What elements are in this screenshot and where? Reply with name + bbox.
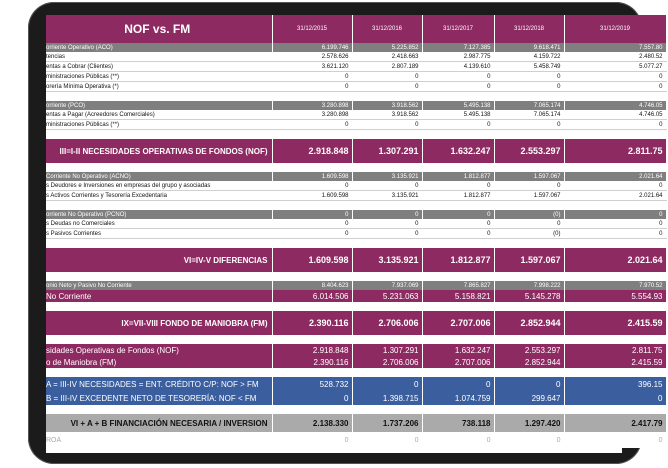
cell: 1.812.877: [422, 191, 494, 201]
spacer-row: [46, 368, 666, 377]
cell: 7.557.80: [564, 43, 666, 52]
nof-row: [46, 139, 666, 163]
cell: 0: [494, 120, 564, 130]
cell: 3.135.921: [352, 172, 422, 181]
cell: 3.918.562: [352, 101, 422, 110]
cell: 1.297.420: [494, 414, 564, 432]
cell: 0: [422, 181, 494, 191]
cell: 7.065.174: [494, 101, 564, 110]
table-row: [46, 120, 666, 130]
spacer-row: [46, 302, 666, 311]
row-label: orería Mínima Operativa (*): [46, 82, 272, 92]
cell: 2.415.59: [564, 356, 666, 368]
row-label: IX=VII-VIII FONDO DE MANIOBRA (FM): [46, 311, 272, 335]
cell: 2.707.006: [422, 356, 494, 368]
cell: 5.458.749: [494, 62, 564, 72]
cell: 2.390.116: [272, 356, 352, 368]
cell: 0: [494, 72, 564, 82]
spacer-row: [46, 163, 666, 172]
row-label: s Deudores e Inversiones en empresas del grupo y asociadas: [46, 181, 272, 191]
cell: 5.158.821: [422, 290, 494, 302]
table-row: [46, 62, 666, 72]
cell: 1.307.291: [352, 344, 422, 356]
row-label: s Pasivos Corrientes: [46, 229, 272, 239]
cell: 2.553.297: [494, 344, 564, 356]
spacer-row: [46, 405, 666, 414]
cell: 0: [272, 82, 352, 92]
cell: 0: [272, 391, 352, 405]
cell: (0): [494, 229, 564, 239]
table-row: [46, 219, 666, 229]
cell: 0: [494, 219, 564, 229]
row-label: entas a Pagar (Acreedores Comerciales): [46, 110, 272, 120]
row-label: ministraciones Públicas (**): [46, 72, 272, 82]
cell: 0: [422, 377, 494, 391]
cell: 3.280.898: [272, 101, 352, 110]
cell: 3.135.921: [352, 248, 422, 272]
table-row: [46, 191, 666, 201]
date-col: 31/12/2018: [494, 15, 564, 43]
cell: 7.865.827: [422, 281, 494, 290]
row-label: orriente Operativo (ACO): [46, 43, 272, 52]
cell: 3.135.921: [352, 191, 422, 201]
cell: 528.732: [272, 377, 352, 391]
cell: 5.495.138: [422, 101, 494, 110]
row-label: o de Maniobra (FM): [46, 356, 272, 368]
cell: 6.199.746: [272, 43, 352, 52]
cell: 1.609.598: [272, 191, 352, 201]
cell: 0: [422, 82, 494, 92]
table-row: [46, 72, 666, 82]
row-label: No Corriente: [46, 290, 272, 302]
cell: 0: [422, 72, 494, 82]
cell: 2.807.189: [352, 62, 422, 72]
cell: 2.480.52: [564, 52, 666, 62]
row-label: s Deudas no Comerciales: [46, 219, 272, 229]
cell: 0: [494, 377, 564, 391]
date-col: 31/12/2016: [352, 15, 422, 43]
cell: 0: [272, 72, 352, 82]
cell: 2.706.006: [352, 356, 422, 368]
acno-row: [46, 172, 666, 181]
spacer-row: [46, 130, 666, 140]
page-title: NOF vs. FM: [46, 15, 272, 43]
row-label: VI=IV-V DIFERENCIAS: [46, 248, 272, 272]
table-row: [46, 110, 666, 120]
cell: 1.074.759: [422, 391, 494, 405]
cell: 2.706.006: [352, 311, 422, 335]
row-label: onio Neto y Pasivo No Corriente: [46, 281, 272, 290]
cell: (0): [494, 210, 564, 219]
table-row: [46, 82, 666, 92]
cell: 0: [564, 391, 666, 405]
row-label: ROA: [46, 432, 272, 448]
cell: 0: [564, 432, 666, 448]
cell: 7.998.222: [494, 281, 564, 290]
fm-summary-row: [46, 356, 666, 368]
cell: 5.225.852: [352, 43, 422, 52]
cell: 1.737.206: [352, 414, 422, 432]
row-label: entas a Cobrar (Clientes): [46, 62, 272, 72]
cell: 1.632.247: [422, 344, 494, 356]
row-label: B = III-IV EXCEDENTE NETO DE TESORERÍA: NOF < FM: [46, 391, 272, 405]
cell: 7.937.069: [352, 281, 422, 290]
cell: 0: [272, 181, 352, 191]
cell: 1.398.715: [352, 391, 422, 405]
nof-summary-row: [46, 344, 666, 356]
financiacion-row: [46, 414, 666, 432]
fm-row: [46, 311, 666, 335]
pco-row: [46, 101, 666, 110]
cell: 1.597.067: [494, 172, 564, 181]
cell: 0: [564, 181, 666, 191]
cell: 0: [352, 377, 422, 391]
pcno-row: [46, 210, 666, 219]
cell: 1.812.877: [422, 172, 494, 181]
row-label: s Activos Corrientes y Tesorería Excedentaria: [46, 191, 272, 201]
cell: 0: [422, 229, 494, 239]
cell: 3.621.120: [272, 62, 352, 72]
cell: 2.418.663: [352, 52, 422, 62]
cell: 2.021.64: [564, 248, 666, 272]
cell: 6.014.506: [272, 290, 352, 302]
row-label: orriente No Operativo (PCNO): [46, 210, 272, 219]
date-col: 31/12/2015: [272, 15, 352, 43]
cell: 1.609.598: [272, 248, 352, 272]
row-label: orriente (PCO): [46, 101, 272, 110]
row-label: Corriente No Operativo (ACNO): [46, 172, 272, 181]
cell: 0: [422, 432, 494, 448]
cell: 0: [352, 432, 422, 448]
cell: 1.307.291: [352, 139, 422, 163]
cell: 5.495.138: [422, 110, 494, 120]
cell: 8.404.623: [272, 281, 352, 290]
cell: 0: [564, 229, 666, 239]
cell: 2.987.775: [422, 52, 494, 62]
cell: 0: [564, 72, 666, 82]
cell: 0: [352, 219, 422, 229]
cell: 2.852.944: [494, 311, 564, 335]
cell: 2.918.848: [272, 344, 352, 356]
cell: 0: [352, 82, 422, 92]
cell: 0: [272, 229, 352, 239]
header-row: [46, 15, 666, 43]
cell: 1.632.247: [422, 139, 494, 163]
cell: 5.231.063: [352, 290, 422, 302]
necesidades-row: [46, 377, 666, 391]
cell: 7.065.174: [494, 110, 564, 120]
footer-row: [46, 432, 666, 448]
cell: 2.918.848: [272, 139, 352, 163]
cell: 2.811.75: [564, 344, 666, 356]
diferencias-row: [46, 248, 666, 272]
cell: 0: [272, 120, 352, 130]
row-label: sidades Operativas de Fondos (NOF): [46, 344, 272, 356]
cell: 0: [564, 210, 666, 219]
row-label: ministraciones Públicas (**): [46, 120, 272, 130]
cell: 4.746.05: [564, 110, 666, 120]
cell: 1.597.067: [494, 191, 564, 201]
cell: 2.553.297: [494, 139, 564, 163]
cell: 0: [272, 210, 352, 219]
anc-row: [46, 290, 666, 302]
cell: 7.970.52: [564, 281, 666, 290]
cell: 3.280.898: [272, 110, 352, 120]
cell: 738.118: [422, 414, 494, 432]
row-label: A = III-IV NECESIDADES = ENT. CRÉDITO C/P: NOF > FM: [46, 377, 272, 391]
cell: 396.15: [564, 377, 666, 391]
nof-fm-table: [46, 15, 667, 448]
cell: 5.554.93: [564, 290, 666, 302]
aco-row: [46, 43, 666, 52]
excedente-row: [46, 391, 666, 405]
cell: 0: [272, 432, 352, 448]
table-row: [46, 181, 666, 191]
cell: 0: [352, 120, 422, 130]
cell: 4.746.05: [564, 101, 666, 110]
table-row: [46, 52, 666, 62]
row-label: tencias: [46, 52, 272, 62]
row-label: III=I-II NECESIDADES OPERATIVAS DE FONDOS (NOF): [46, 139, 272, 163]
cell: 0: [352, 229, 422, 239]
cell: 0: [564, 120, 666, 130]
cell: 0: [352, 210, 422, 219]
cell: 299.647: [494, 391, 564, 405]
cell: 9.618.471: [494, 43, 564, 52]
date-col: 31/12/2017: [422, 15, 494, 43]
cell: 0: [494, 432, 564, 448]
cell: 0: [422, 120, 494, 130]
cell: 1.609.598: [272, 172, 352, 181]
date-col: 31/12/2019: [564, 15, 666, 43]
spreadsheet-screen: [46, 15, 663, 453]
cell: 2.390.116: [272, 311, 352, 335]
cell: 0: [564, 82, 666, 92]
table-row: [46, 229, 666, 239]
cell: 4.159.722: [494, 52, 564, 62]
cell: 0: [352, 181, 422, 191]
cell: 2.811.75: [564, 139, 666, 163]
cell: 2.138.330: [272, 414, 352, 432]
cell: 5.077.27: [564, 62, 666, 72]
cell: 0: [352, 72, 422, 82]
cell: 2.707.006: [422, 311, 494, 335]
cell: 2.417.79: [564, 414, 666, 432]
cell: 4.139.610: [422, 62, 494, 72]
row-label: VI + A + B FINANCIACIÓN NECESARIA / INVERSION: [46, 414, 272, 432]
pn-row: [46, 281, 666, 290]
spacer-row: [46, 239, 666, 249]
cell: 2.852.944: [494, 356, 564, 368]
cell: 1.812.877: [422, 248, 494, 272]
cell: 0: [422, 210, 494, 219]
spacer-row: [46, 201, 666, 211]
cell: 0: [494, 82, 564, 92]
spacer-row: [46, 272, 666, 281]
cell: 0: [272, 219, 352, 229]
spacer-row: [46, 335, 666, 344]
cell: 2.021.64: [564, 191, 666, 201]
cell: 3.918.562: [352, 110, 422, 120]
cell: 2.021.64: [564, 172, 666, 181]
cell: 0: [564, 219, 666, 229]
spacer-row: [46, 92, 666, 102]
cell: 0: [494, 181, 564, 191]
cell: 2.578.626: [272, 52, 352, 62]
cell: 5.145.278: [494, 290, 564, 302]
cell: 0: [422, 219, 494, 229]
cell: 1.597.067: [494, 248, 564, 272]
cell: 7.127.385: [422, 43, 494, 52]
cell: 2.415.59: [564, 311, 666, 335]
